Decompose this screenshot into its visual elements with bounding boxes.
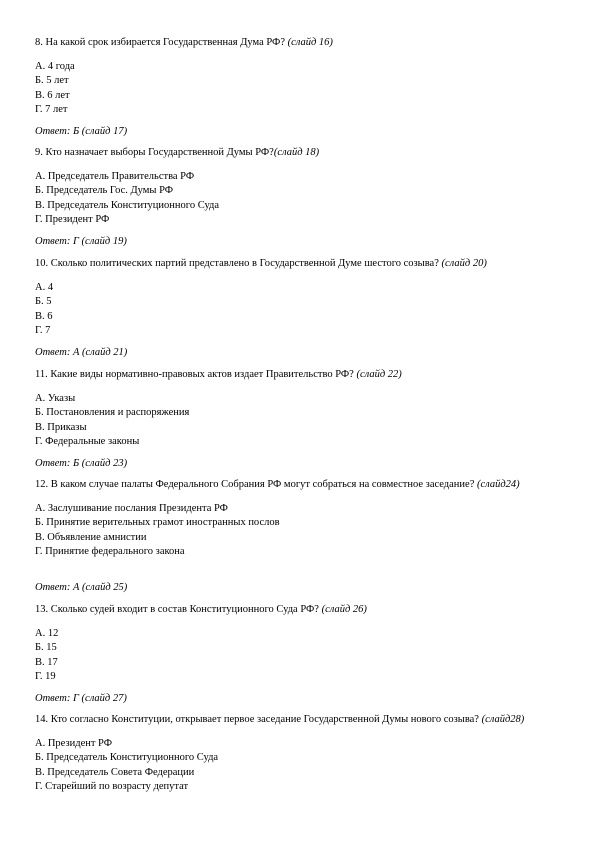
question-label: 8. На какой срок избирается Государственная Дума РФ?: [35, 37, 285, 48]
option: Г. 7: [35, 325, 51, 337]
question-9: [35, 146, 555, 228]
option: А. 4: [35, 281, 54, 293]
slide-ref: (слайд 18): [273, 147, 320, 158]
option: Г. Старейший по возрасту депутат: [35, 781, 189, 793]
option: В. Приказы: [35, 421, 87, 433]
slide-ref: (слайд 22): [356, 369, 402, 380]
option: Б. 5: [35, 296, 52, 308]
question-11: [35, 368, 555, 450]
answer: Ответ: А (слайд 21): [35, 347, 128, 358]
question-label: 12. В каком случае палаты Федерального Собрания РФ могут собраться на совместное заседание?: [35, 479, 475, 490]
option: В. 6: [35, 310, 53, 322]
slide-ref: (слайд28): [481, 714, 525, 725]
slide-ref: (слайд 16): [287, 37, 333, 48]
option: Б. Председатель Конституционного Суда: [35, 752, 219, 764]
slide-ref: (слайд 26): [321, 604, 367, 615]
option: В. Председатель Конституционного Суда: [35, 199, 220, 211]
option: Г. Президент РФ: [35, 214, 110, 226]
option: Б. Принятие верительных грамот иностранных послов: [35, 517, 280, 529]
question-text: [35, 257, 555, 272]
answer: Ответ: Г (слайд 19): [35, 236, 127, 247]
option: А. 12: [35, 627, 59, 639]
option: В. Объявление амнистии: [35, 531, 147, 543]
option: Г. 7 лет: [35, 104, 68, 116]
question-text: [35, 146, 555, 161]
option: В. 17: [35, 656, 58, 668]
answer: Ответ: А (слайд 25): [35, 582, 128, 593]
question-10: [35, 257, 555, 339]
answer: Ответ: Г (слайд 27): [35, 693, 127, 704]
question-text: [35, 36, 555, 51]
question-12: [35, 478, 540, 560]
answer: Ответ: Б (слайд 17): [35, 126, 128, 137]
question-text: [35, 713, 550, 728]
slide-ref: (слайд24): [476, 479, 520, 490]
question-text: [35, 603, 555, 618]
question-label: 11. Какие виды нормативно-правовых актов издает Правительство РФ?: [35, 369, 354, 380]
answer: Ответ: Б (слайд 23): [35, 458, 128, 469]
option: Б. Председатель Гос. Думы РФ: [35, 185, 174, 197]
option: А. 4 года: [35, 60, 75, 72]
question-label: 14. Кто согласно Конституции, открывает первое заседание Государственной Думы нового созыва?: [35, 714, 479, 725]
option: А. Заслушивание послания Президента РФ: [35, 502, 228, 514]
question-8: [35, 36, 555, 118]
option: А. Председатель Правительства РФ: [35, 170, 195, 182]
option: Б. 5 лет: [35, 75, 69, 87]
option: А. Президент РФ: [35, 737, 113, 749]
option: Г. Федеральные законы: [35, 436, 140, 448]
slide-ref: (слайд 20): [441, 258, 487, 269]
option: В. Председатель Совета Федерации: [35, 766, 195, 778]
question-text: [35, 478, 540, 493]
question-14: [35, 713, 550, 795]
question-label: 13. Сколько судей входит в состав Конституционного Суда РФ?: [35, 604, 319, 615]
question-text: [35, 368, 555, 383]
option: Г. Принятие федерального закона: [35, 546, 185, 558]
question-13: [35, 603, 555, 685]
option: Г. 19: [35, 671, 56, 683]
option: А. Указы: [35, 392, 76, 404]
option: Б. Постановления и распоряжения: [35, 407, 190, 419]
question-label: 9. Кто назначает выборы Государственной Думы РФ?: [35, 147, 274, 158]
question-label: 10. Сколько политических партий представлено в Государственной Думе шестого созыва?: [35, 258, 439, 269]
option: В. 6 лет: [35, 89, 70, 101]
option: Б. 15: [35, 642, 57, 654]
